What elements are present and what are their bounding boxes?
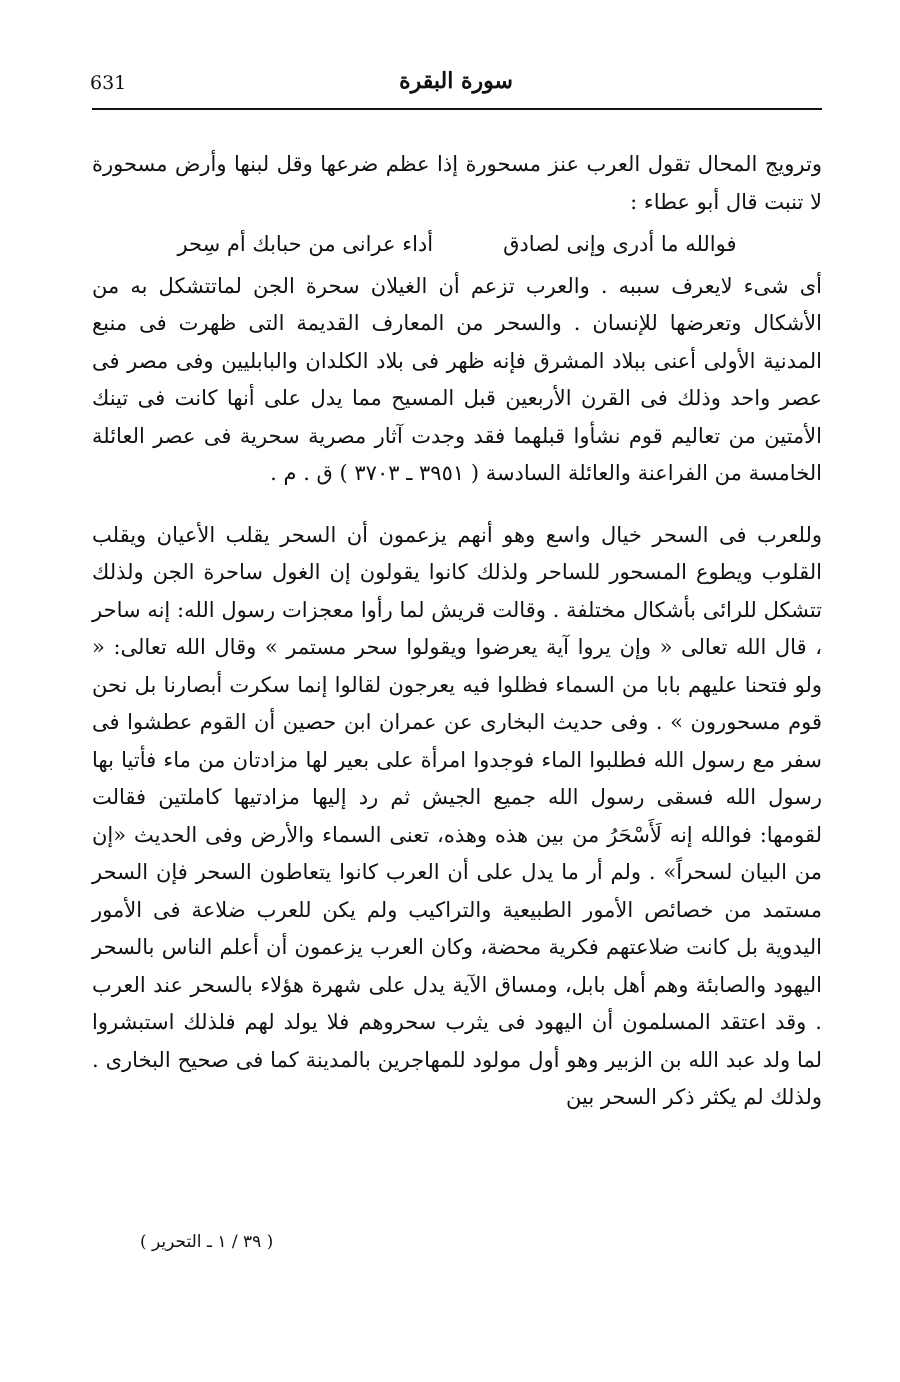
page-number: 631 [90, 72, 127, 94]
page-header [90, 66, 822, 106]
poem-verse [92, 226, 822, 264]
page-title: سورة البقرة [399, 68, 513, 94]
paragraph-2: أى شىء لايعرف سببه . والعرب تزعم أن الغيلان سحرة الجن لماتتشكل به من الأشكال وتعرضها للإنسان . والسحر من المعارف القديمة التى ظهرت فى منبع المدنية الأولى أعنى ببلاد المشرق فإنه ظهر فى بلاد الكلدان والبابليين وفى مصر فى عصر واحد وذلك فى القرن الأربعين قبل المسيح مما يدل على أنها كانت فى تينك الأمتين من تعاليم قوم نشأوا قبلهما فقد وجدت آثار مصرية سحرية فى عصر العائلة الخامسة من الفراعنة والعائلة السادسة ( ٣٩٥١ ـ ٣٧٠٣ ) ق . م . [92, 273, 822, 485]
poem-second-hemistich: أداء عرانى من حبابك أم سِحر [177, 232, 434, 256]
poem-first-hemistich: فوالله ما أدرى وإنى لصادق [503, 232, 737, 256]
header-divider [92, 108, 822, 110]
footer-signature: ( ٣٩ / ١ ـ التحرير ) [140, 1232, 274, 1252]
paragraph-1: وترويج المحال تقول العرب عنز مسحورة إذا عظم ضرعها وقل لبنها وأرض مسحورة لا تنبت قال أبو عطاء : [92, 152, 822, 214]
paragraph-3: وللعرب فى السحر خيال واسع وهو أنهم يزعمون أن السحر يقلب الأعيان ويقلب القلوب ويطوع المسحور للساحر ولذلك كانوا يقولون إن الغول ساحرة الجن ولذلك تتشكل للرائى بأشكال مختلفة . وقالت قريش لما رأوا معجزات رسول الله: إنه ساحر ، قال الله تعالى « وإن يروا آية يعرضوا ويقولوا سحر مستمر » وقال الله تعالى: « ولو فتحنا عليهم بابا من السماء فظلوا فيه يعرجون لقالوا إنما سكرت أبصارنا بل نحن قوم مسحورون » . وفى حديث البخارى عن عمران ابن حصين أن القوم عطشوا فى سفر مع رسول الله فطلبوا الماء فوجدوا امرأة على بعير لها مزادتان من ماء فأتيا بها رسول الله فسقى رسول الله جميع الجيش ثم رد إليها مزادتيها كاملتين فقالت لقومها: فوالله إنه لَأَسْحَرُ من بين هذه وهذه، تعنى السماء والأرض وفى الحديث «إن من البيان لسحراً» . ولم أر ما يدل على أن العرب كانوا يتعاطون السحر فإن السحر مستمد من خصائص الأمور الطبيعية والتراكيب ولم يكن للعرب ضلاعة فى الأمور اليدوية بل كانت ضلاعتهم فكرية محضة، وكان العرب يزعمون أن أعلم الناس بالسحر اليهود والصابئة وهم أهل بابل، ومساق الآية يدل على شهرة هؤلاء بالسحر عند العرب . وقد اعتقد المسلمون أن اليهود فى يثرب سحروهم فلا يولد لهم فلذلك استبشروا لما ولد عبد الله بن الزبير وهو أول مولود للمهاجرين بالمدينة كما فى صحيح البخارى . ولذلك لم يكثر ذكر السحر بين [92, 522, 822, 1109]
main-text [92, 146, 822, 1117]
